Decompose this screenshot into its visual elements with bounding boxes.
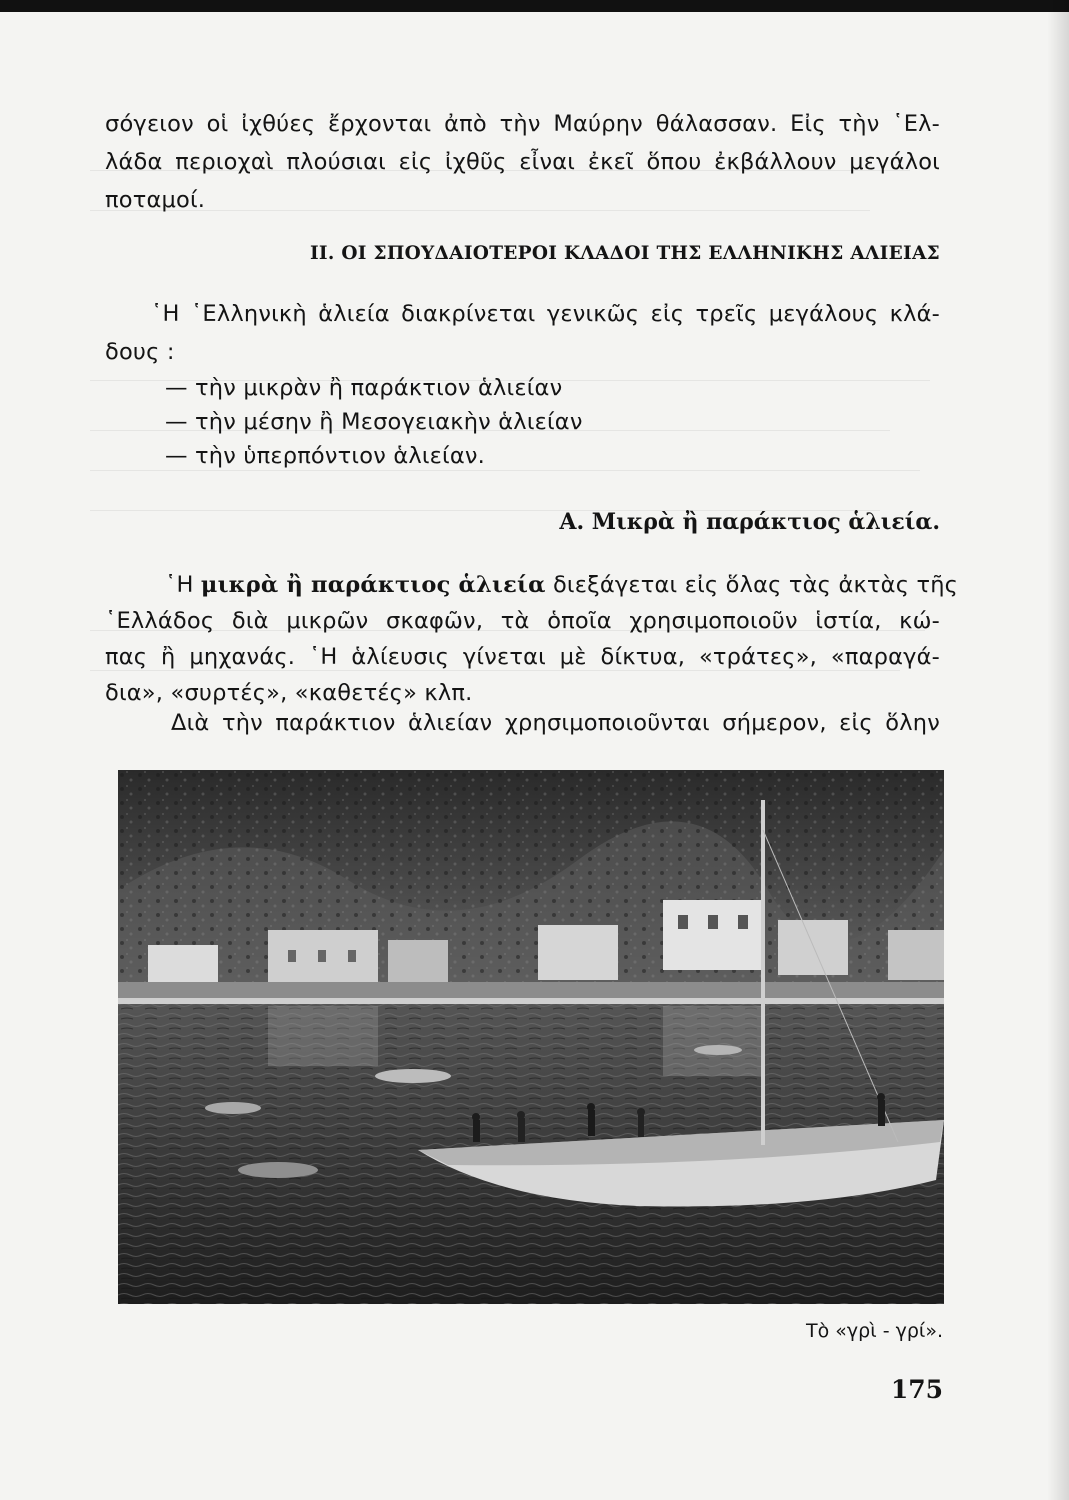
intro-line-1: σόγειον οἱ ἰχθύες ἔρχονται ἀπὸ τὴν Μαύρην θάλασσαν. Εἰς τὴν ῾Ελ-: [105, 111, 940, 137]
harbor-photo: [118, 770, 944, 1304]
intro-line-3: ποταμοί.: [105, 187, 206, 213]
small-fishing-line-3: πας ἢ μηχανάς. ῾Η ἁλίευσις γίνεται μὲ δίκτυα, «τράτες», «παραγά-: [105, 644, 940, 670]
harbor-photo-image: [118, 770, 944, 1304]
photo-caption: Τὸ «γρὶ - γρί».: [806, 1320, 943, 1342]
branches-line-1: ῾Η ῾Ελληνικὴ ἁλιεία διακρίνεται γενικῶς εἰς τρεῖς μεγάλους κλά-: [151, 301, 940, 327]
first-line-rest: διεξάγεται εἰς ὅλας τὰς ἀκτὰς τῆς: [545, 572, 959, 598]
first-line-lead: ῾Η: [165, 572, 201, 598]
list-item: — τὴν μέσην ἢ Μεσογειακὴν ἁλιείαν: [165, 409, 583, 435]
subsection-heading: Α. Μικρὰ ἢ παράκτιος ἁλιεία.: [559, 509, 940, 535]
page-gutter-shadow: [1047, 0, 1069, 1500]
section-heading: II. ΟΙ ΣΠΟΥΔΑΙΟΤΕΡΟΙ ΚΛΑΔΟΙ ΤΗΣ ΕΛΛΗΝΙΚΗΣ ΑΛΙΕΙΑΣ: [309, 243, 940, 264]
branches-line-2: δους :: [105, 339, 175, 365]
page-number: 175: [890, 1375, 943, 1404]
small-fishing-line-1: [165, 568, 959, 602]
small-fishing-line-5: Διὰ τὴν παράκτιον ἁλιείαν χρησιμοποιοῦνται σήμερον, εἰς ὅλην: [171, 710, 940, 736]
list-item: — τὴν μικρὰν ἢ παράκτιον ἁλιείαν: [165, 375, 563, 401]
small-fishing-line-2: ῾Ελλάδος διὰ μικρῶν σκαφῶν, τὰ ὁποῖα χρησιμοποιοῦν ἱστία, κώ-: [105, 608, 940, 634]
list-item: — τὴν ὑπερπόντιον ἁλιείαν.: [165, 443, 486, 469]
intro-line-2: λάδα περιοχαὶ πλούσιαι εἰς ἰχθῦς εἶναι ἐκεῖ ὅπου ἐκβάλλουν μεγάλοι: [105, 149, 940, 175]
page-top-edge: [0, 0, 1069, 12]
small-fishing-line-4: δια», «συρτές», «καθετές» κλπ.: [105, 680, 473, 706]
bold-term: μικρὰ ἢ παράκτιος ἁλιεία: [200, 572, 546, 598]
